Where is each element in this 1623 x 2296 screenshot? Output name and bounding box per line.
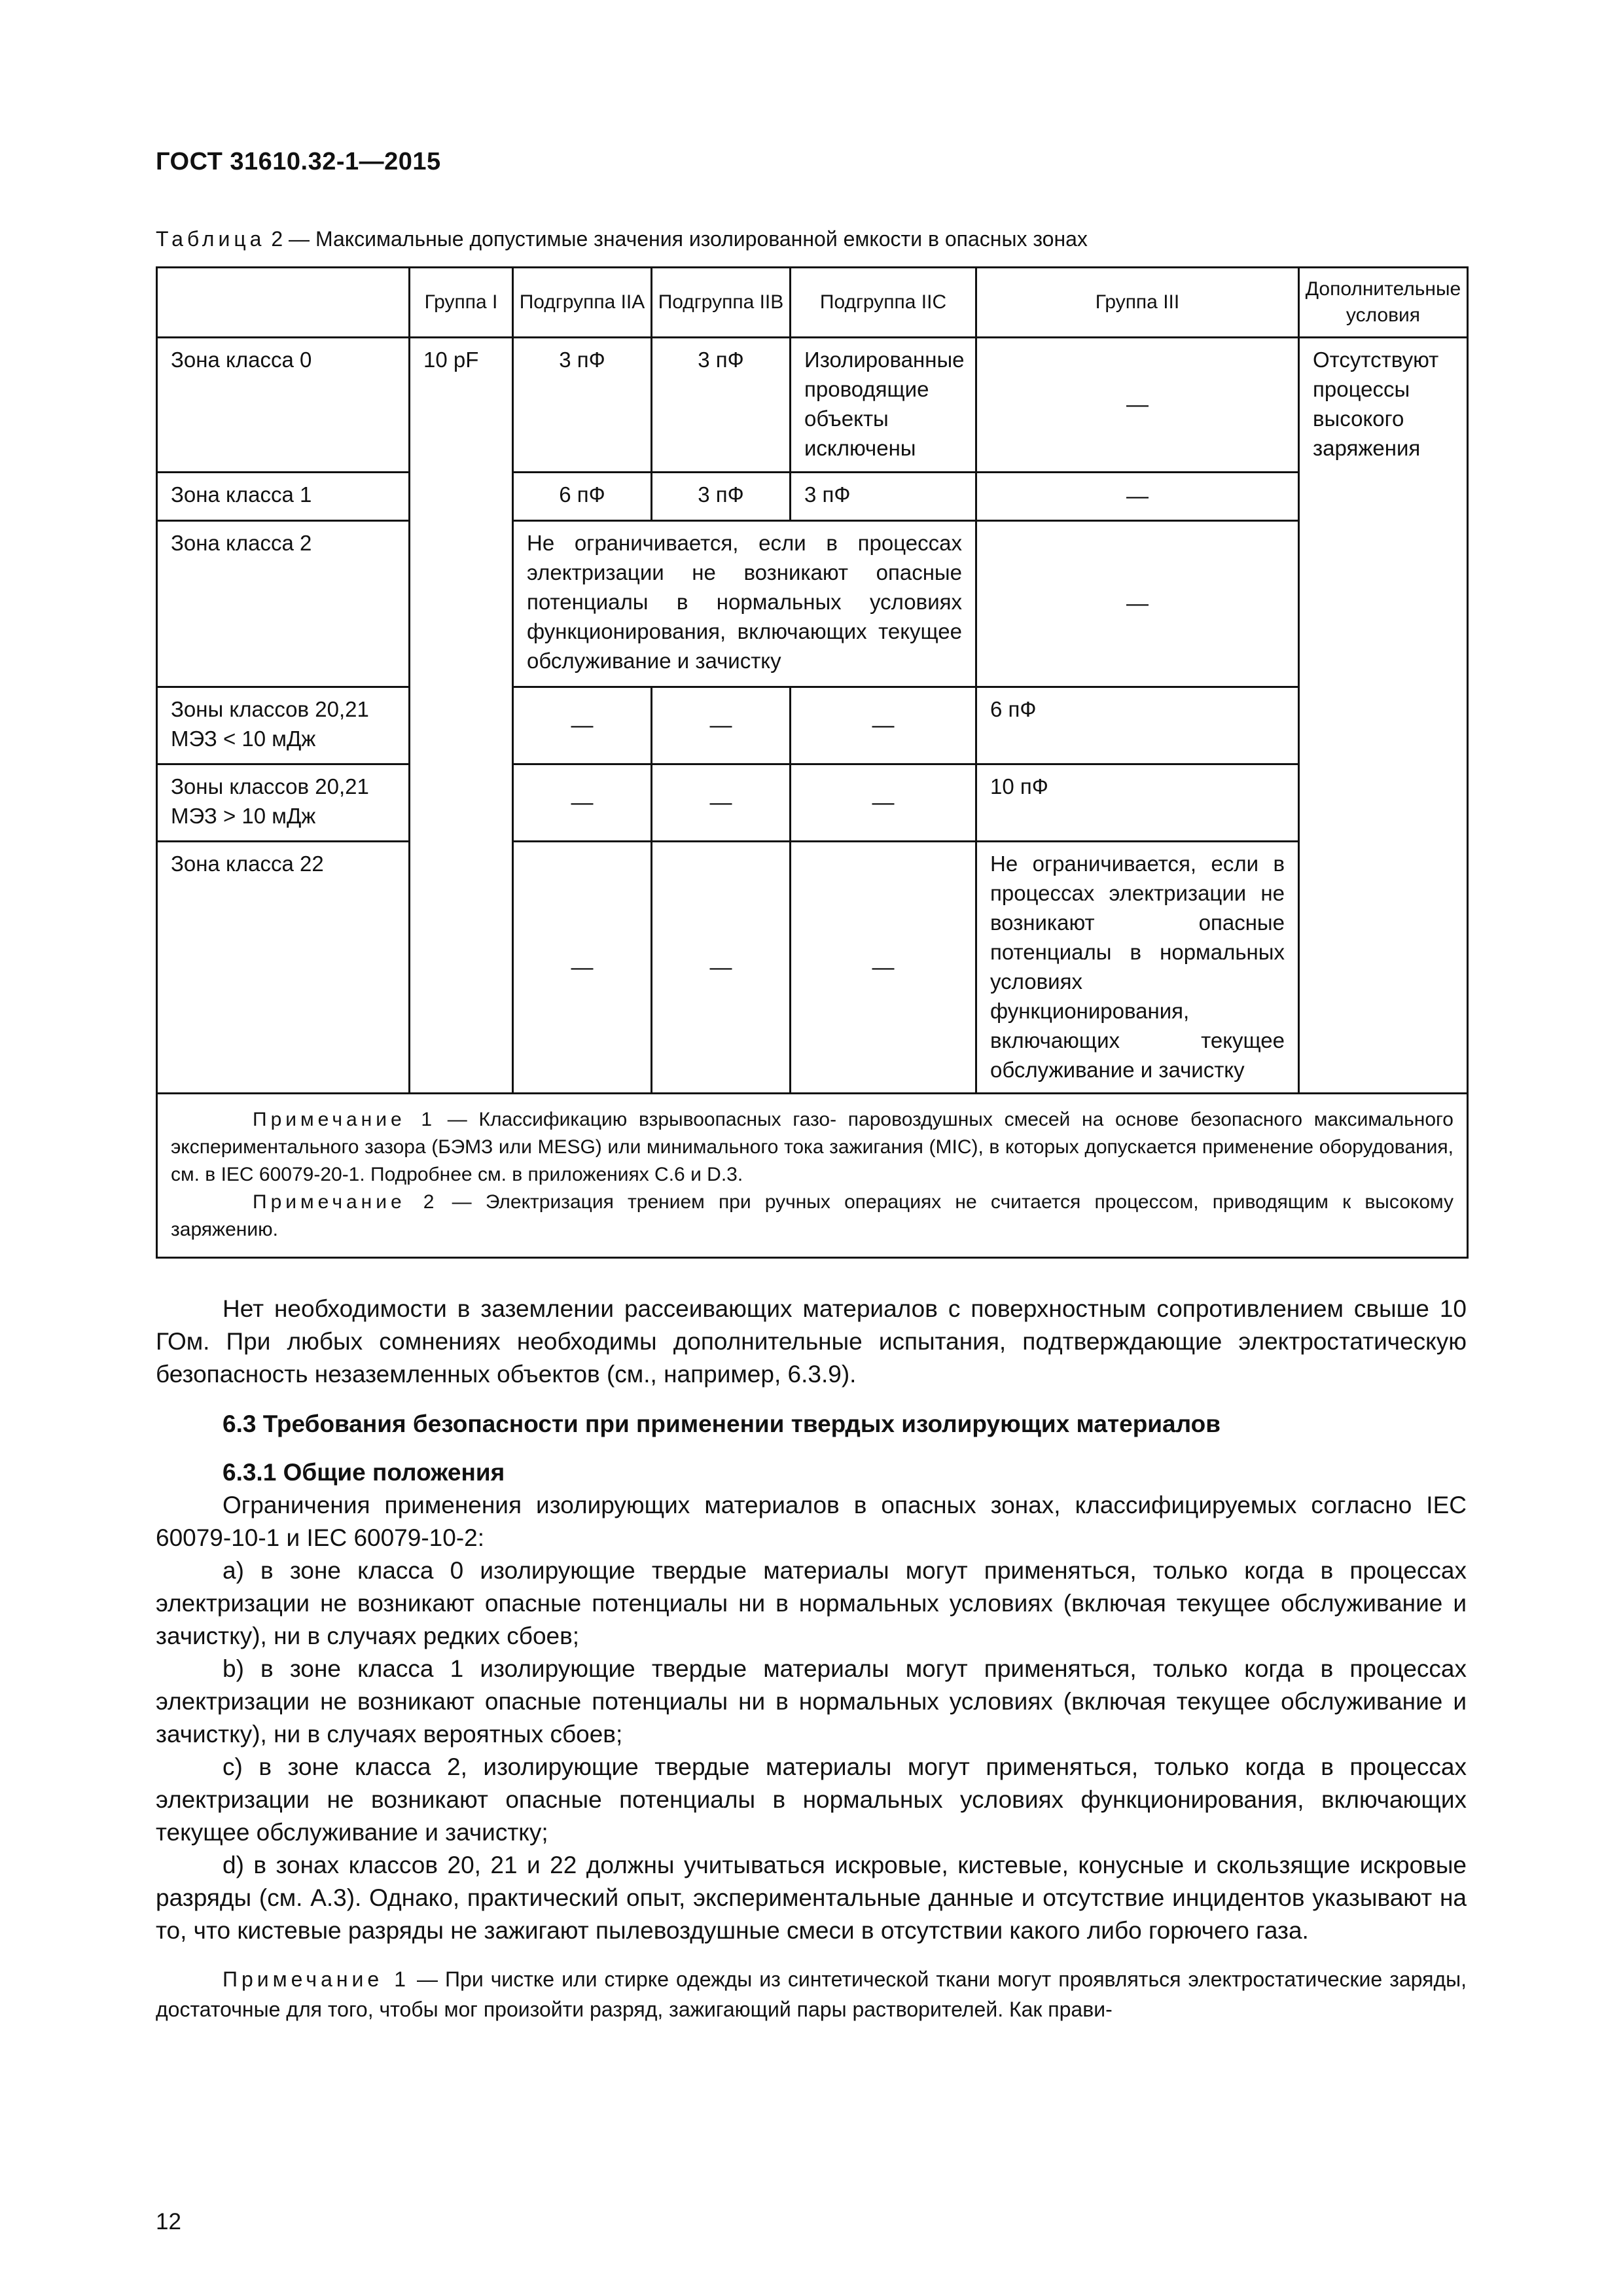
zone20-21-lt-label xyxy=(157,687,410,764)
page-number: 12 xyxy=(156,2209,181,2234)
list-item-a: a) в зоне класса 0 изолирующие твердые материалы могут применяться, только когда в процессах электризации не возникают опасные потенциалы ни в нормальных условиях (включая текущее обслуживание и зачистку), ни в случаях редких сбоев; xyxy=(156,1557,1467,1649)
zone1-group3-value: — xyxy=(976,473,1299,521)
zone1-iic-value: 3 пФ xyxy=(791,473,976,521)
table-header-row xyxy=(157,268,1468,338)
header-group1: Группа I xyxy=(410,268,513,338)
table-note-2-label: Примечание 2 xyxy=(253,1191,438,1213)
zone20-21-lt-group3-value: 6 пФ xyxy=(976,687,1299,764)
zone2-group3-value: — xyxy=(976,521,1299,687)
header-extra-conditions: Дополнительные условия xyxy=(1299,268,1468,338)
zone20-21-lt-label-line1: Зоны классов 20,21 xyxy=(171,697,369,721)
zone2-merged-value: Не ограничивается, если в процессах электризации не возникают опасные потенциалы в нормальных условиях функционирования, включающих текущее обслуживание и зачистку xyxy=(513,521,976,687)
zone22-iic-value: — xyxy=(791,842,976,1094)
table-note-1-text: — Классификацию взрывоопасных газо- паровоздушных смесей на основе безопасного максимального экспериментального зазора (БЭМЗ или MESG) или минимального тока зажигания (MIC), в которых допускается применение оборудования, см. в IEC 60079-20-1. Подробнее см. в приложениях С.6 и D.3. xyxy=(171,1109,1454,1185)
table-row-zone0 xyxy=(157,338,1468,473)
zone20-21-gt-label-line1: Зоны классов 20,21 xyxy=(171,774,369,798)
bottom-note-text: — При чистке или стирке одежды из синтетической ткани могут проявляться электростатические заряды, достаточные для того, чтобы мог произойти разряд, зажигающий пары растворителей. Как прави- xyxy=(156,1967,1467,2021)
grounding-paragraph: Нет необходимости в заземлении рассеивающих материалов с поверхностным сопротивлением свыше 10 ГОм. При любых сомнениях необходимы дополнительные испытания, подтверждающие электростатическую безопасность незаземленных объектов (см., например, 6.3.9). xyxy=(156,1295,1467,1388)
zone20-21-lt-label-line2: МЭЗ < 10 мДж xyxy=(171,726,316,751)
header-subgroup-iib: Подгруппа IIB xyxy=(652,268,791,338)
table-note-2-text: — Электризация трением при ручных операциях не считается процессом, приводящим к высокому заряжению. xyxy=(171,1191,1454,1240)
bottom-note xyxy=(156,1964,1467,2024)
zone0-iia-value: 3 пФ xyxy=(513,338,652,473)
table-row-zone20-21-lt xyxy=(157,687,1468,764)
zone0-group1-value: 10 pF xyxy=(410,338,513,1094)
zone20-21-gt-iic-value: — xyxy=(791,764,976,842)
header-subgroup-iia: Подгруппа IIA xyxy=(513,268,652,338)
zone20-21-gt-group3-value: 10 пФ xyxy=(976,764,1299,842)
zone0-group3-value: — xyxy=(976,338,1299,473)
intro-paragraph: Ограничения применения изолирующих материалов в опасных зонах, классифицируемых согласно IEC 60079-10-1 и IEC 60079-10-2: xyxy=(156,1492,1467,1551)
zone22-iia-value: — xyxy=(513,842,652,1094)
capacitance-table xyxy=(156,266,1469,1259)
zone20-21-gt-label-line2: МЭЗ > 10 мДж xyxy=(171,804,316,828)
header-empty-cell xyxy=(157,268,410,338)
table-note-2 xyxy=(171,1189,1454,1244)
body-text xyxy=(156,1293,1467,2024)
table-row-zone22 xyxy=(157,842,1468,1094)
zone20-21-lt-iib-value: — xyxy=(652,687,791,764)
zone0-iib-value: 3 пФ xyxy=(652,338,791,473)
table-caption xyxy=(156,227,1088,251)
table-notes-row xyxy=(157,1094,1468,1258)
section-heading: 6.3 Требования безопасности при применении твердых изолирующих материалов xyxy=(223,1410,1221,1437)
list-item-c: c) в зоне класса 2, изолирующие твердые материалы могут применяться, только когда в процессах электризации не возникают опасные потенциалы в нормальных условиях функционирования, включающих текущее обслуживание и зачистку; xyxy=(156,1753,1467,1846)
zone1-iib-value: 3 пФ xyxy=(652,473,791,521)
zone22-group3-value: Не ограничивается, если в процессах электризации не возникают опасные потенциалы в нормальных условиях функционирования, включающих текущее обслуживание и зачистку xyxy=(976,842,1299,1094)
zone22-label: Зона класса 22 xyxy=(157,842,410,1094)
header-subgroup-iic: Подгруппа IIC xyxy=(791,268,976,338)
zone20-21-gt-iia-value: — xyxy=(513,764,652,842)
table-notes-cell xyxy=(157,1094,1468,1258)
zone1-label: Зона класса 1 xyxy=(157,473,410,521)
table-note-1 xyxy=(171,1106,1454,1189)
table-note-1-label: Примечание 1 xyxy=(253,1109,437,1130)
zone20-21-lt-iic-value: — xyxy=(791,687,976,764)
zone20-21-gt-label xyxy=(157,764,410,842)
zone20-21-lt-iia-value: — xyxy=(513,687,652,764)
document-header: ГОСТ 31610.32-1—2015 xyxy=(156,148,441,175)
subsection-heading: 6.3.1 Общие положения xyxy=(223,1459,505,1486)
table-row-zone1 xyxy=(157,473,1468,521)
zone22-iib-value: — xyxy=(652,842,791,1094)
table-caption-text: 2 — Максимальные допустимые значения изолированной емкости в опасных зонах xyxy=(271,227,1088,251)
zone1-iia-value: 6 пФ xyxy=(513,473,652,521)
zone0-label: Зона класса 0 xyxy=(157,338,410,473)
header-group3: Группа III xyxy=(976,268,1299,338)
bottom-note-label: Примечание 1 xyxy=(223,1967,410,1991)
zone0-iic-value: Изолированные проводящие объекты исключены xyxy=(791,338,976,473)
table-caption-label: Таблица xyxy=(156,227,266,251)
zone0-extra-conditions: Отсутствуют процессы высокого заряжения xyxy=(1299,338,1468,1094)
list-item-d: d) в зонах классов 20, 21 и 22 должны учитываться искровые, кистевые, конусные и скользящие искровые разряды (см. А.3). Однако, практический опыт, экспериментальные данные и отсутствие инцидентов указывают на то, что кистевые разряды не зажигают пылевоздушные смеси в отсутствии какого либо горючего газа. xyxy=(156,1852,1467,1944)
zone20-21-gt-iib-value: — xyxy=(652,764,791,842)
list-item-b: b) в зоне класса 1 изолирующие твердые материалы могут применяться, только когда в процессах электризации не возникают опасные потенциалы ни в нормальных условиях (включая текущее обслуживание и зачистку), ни в случаях вероятных сбоев; xyxy=(156,1655,1467,1748)
table-row-zone20-21-gt xyxy=(157,764,1468,842)
zone2-label: Зона класса 2 xyxy=(157,521,410,687)
table-row-zone2 xyxy=(157,521,1468,687)
